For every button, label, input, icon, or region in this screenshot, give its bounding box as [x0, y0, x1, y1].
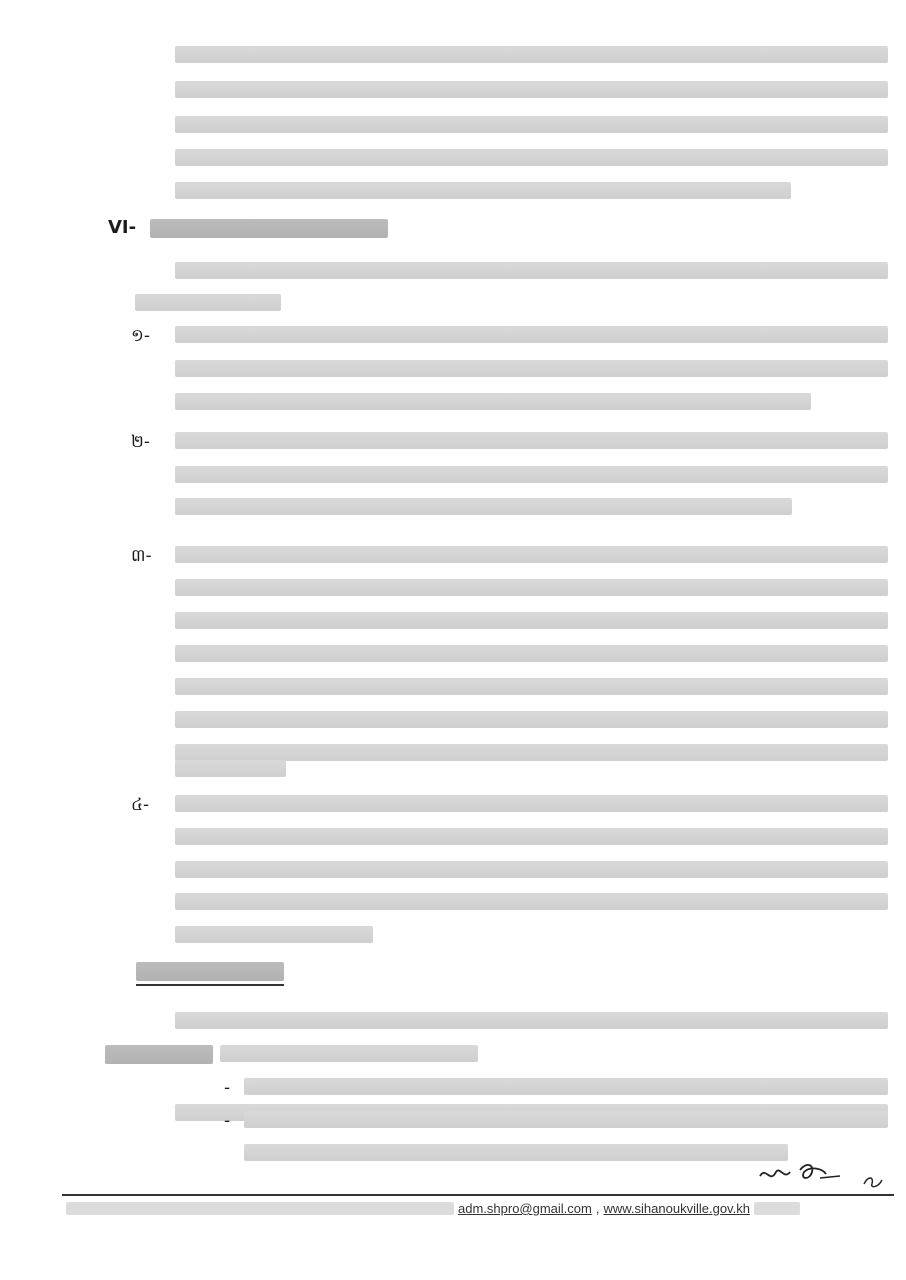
footer-website[interactable]: www.sihanoukville.gov.kh [603, 1201, 750, 1216]
footer [66, 1201, 800, 1216]
footer-separator: , [595, 1201, 600, 1216]
section-number: VI- [108, 217, 137, 238]
list-item-number: ៤- [131, 795, 150, 815]
list-item-number: ២- [131, 432, 151, 452]
signature [756, 1158, 856, 1192]
footer-rule [62, 1194, 894, 1196]
bullet-marker: - [224, 1078, 231, 1098]
footer-page-number [754, 1202, 800, 1215]
footer-address [66, 1202, 454, 1215]
bullet-marker: - [224, 1111, 231, 1131]
initials-mark [862, 1174, 886, 1190]
list-item-number: ១- [131, 326, 151, 346]
page-initials [862, 1174, 886, 1194]
footer-email[interactable]: adm.shpro@gmail.com [458, 1201, 592, 1216]
signature-mark [756, 1158, 856, 1188]
list-item-number: ៣- [131, 546, 152, 566]
